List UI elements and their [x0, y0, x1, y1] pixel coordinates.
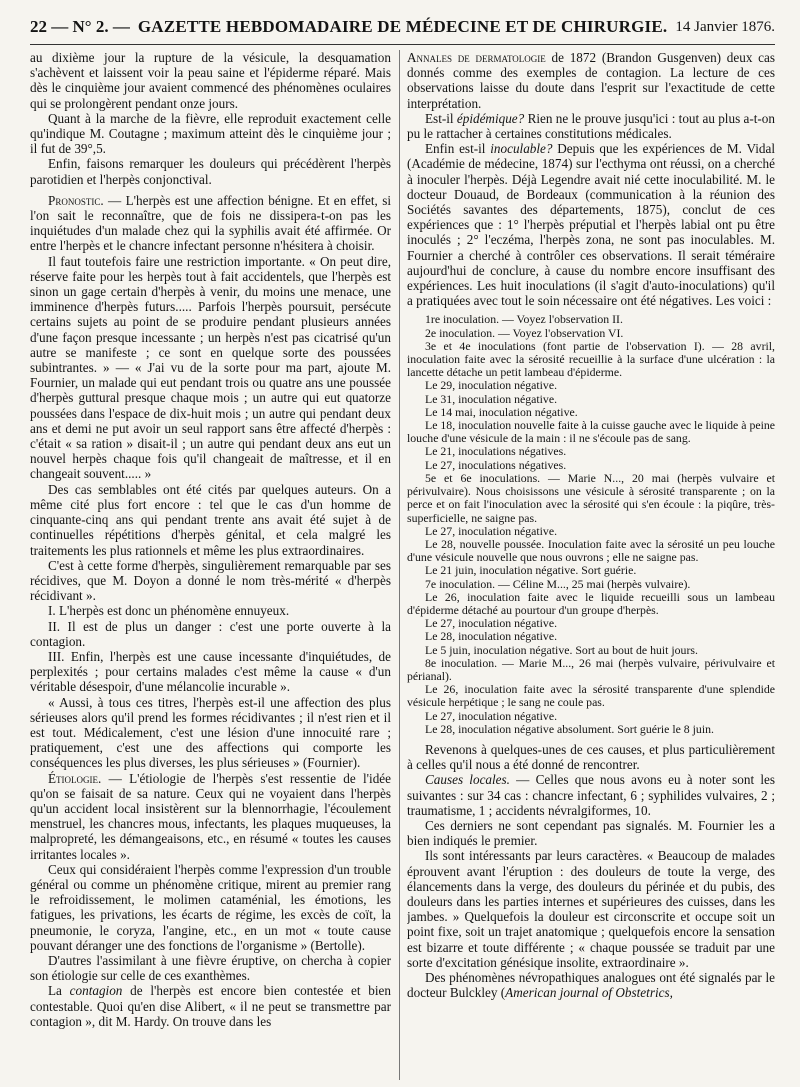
paragraph-text: — L'herpès est une affection bénigne. Et en effet, si l'on sait le reconnaître, que de fois ne dissipera-t-on pas les inquiétudes d'un malade chez qui la syphilis avait été affirmée. Or entre l'herpès et le chancre infectant personne n'hésitera à choisir.	[30, 192, 391, 254]
list-item: Le 27, inoculation négative.	[425, 523, 558, 538]
column-rule	[399, 50, 400, 1080]
paragraph-text: — L'étiologie de l'herpès s'est ressentie de l'idée qu'on se faisait de sa nature. Ceux qui ne voyaient dans l'herpès qu'un accident local insistèrent sur la blennorrhagie, l'écoulement menstruel, les chancres mous, infectants, les plaques muqueuses, la malpropreté, les démangeaisons, etc., en résumé « toutes les causes irritantes locales ».	[30, 770, 391, 862]
paragraph: Ces derniers ne sont cependant pas signalés. M. Fournier les a bien indiqués le premier.	[407, 817, 775, 849]
prognosis-paragraph	[30, 193, 391, 254]
page-number: 22	[30, 17, 47, 36]
list-item: Le 27, inoculation négative.	[425, 708, 558, 723]
list-item: Le 29, inoculation négative.	[425, 378, 558, 393]
paragraph: Enfin, faisons remarquer les douleurs qui précédèrent l'herpès parotidien et l'herpès conjonctival.	[30, 156, 391, 187]
list-item: Le 18, inoculation nouvelle faite à la cuisse gauche avec le liquide à peine louche d'une vésicule de la main : il ne s'écoule pas de sang.	[407, 418, 775, 446]
list-item: 8e inoculation. — Marie M..., 26 mai (herpès vulvaire, périvulvaire et périanal).	[407, 655, 775, 683]
list-item: Le 21, inoculations négatives.	[425, 444, 567, 459]
section-label: Pronostic.	[48, 192, 104, 208]
inoculation-list	[407, 313, 775, 736]
list-item: Le 27, inoculations négatives.	[425, 457, 567, 472]
paragraph	[407, 970, 775, 1000]
paragraph: Ceux qui considéraient l'herpès comme l'expression d'un trouble général ou comme un phénomène critique, mirent au premier rang le refroidissement, le molimen cataménial, les émotions, les fatigues, les privations, les écarts de régime, les excès de coït, la pneumonie, le coryza, l'angine, etc., en un mot « toute cause pouvant déranger une des fonctions de l'organisme » (Bertolle).	[30, 861, 391, 953]
list-item: 3e et 4e inoculations (font partie de l'observation I). — 28 avril, inoculation faite avec la sérosité recueillie à la surface d'une ulcération : la lancette détache un petit lambeau d'épiderme.	[407, 338, 775, 380]
journal-title: GAZETTE HEBDOMADAIRE DE MÉDECINE ET DE CHIRURGIE.	[137, 17, 668, 36]
paragraph: Quant à la marche de la fièvre, elle reproduit exactement celle qu'indique M. Coutagne ; maximum atteint dès le cinquième jour ; il fut de 39°,5.	[30, 110, 391, 157]
section-label: Étiologie.	[48, 770, 102, 786]
left-column	[30, 50, 391, 1080]
issue-date: 14 Janvier 1876.	[675, 18, 775, 35]
paragraph	[30, 983, 391, 1029]
list-item: 1re inoculation. — Voyez l'observation II.	[425, 312, 623, 327]
paragraph: III. Enfin, l'herpès est une cause incessante d'inquiétudes, de perplexités ; pour certains malades c'est même la cause « d'un véritable désespoir, d'une mélancolie incurable ».	[30, 648, 391, 695]
list-item: 5e et 6e inoculations. — Marie N..., 20 mai (herpès vulvaire et périvulvaire). Nous choisissons une vésicule à sérosité transparente ; on la perce et on fait l'inoculation avec la sérosité qui s'en écoule : la piqûre, très-superficielle, ne saigne pas.	[407, 470, 775, 525]
page-number-and-issue	[30, 17, 130, 37]
page-header	[30, 10, 775, 44]
paragraph: « Aussi, à tous ces titres, l'herpès est-il une affection des plus sérieuses alors qu'il prend les formes récidivantes ; il n'est rien et il est tout. Médicalement, c'est une lésion d'une innocuité rare ; pratiquement, c'est une des affections qui comporte les conséquences les plus diverses, les plus sérieuses » (Fournier).	[30, 694, 391, 771]
list-item: Le 27, inoculation négative.	[425, 616, 558, 631]
paragraph-text: Est-il	[425, 110, 457, 126]
list-item: Le 31, inoculation négative.	[425, 391, 558, 406]
paragraph	[407, 772, 775, 818]
paragraph-text: de l'herpès est encore bien contestée et bien contestable. Quoi qu'en dise Alibert, « il ne peut se transmettre par contagion », dit M. Hardy. On trouve dans les	[30, 983, 391, 1029]
list-item: Le 5 juin, inoculation négative. Sort au bout de huit jours.	[425, 642, 698, 657]
paragraph	[407, 50, 775, 111]
paragraph: D'autres l'assimilant à une fièvre éruptive, on chercha à copier son étiologie sur celle de ces exanthèmes.	[30, 952, 391, 984]
paragraph: Ils sont intéressants par leurs caractères. « Beaucoup de malades éprouvent avant l'éruption : des douleurs de toute la verge, des élancements dans la verge, des douleurs du périnée et du pubis, des douleurs dans les parties internes et supérieures des cuisses, dans les jambes. » Quelquefois la douleur est circonscrite et occupe soit un point fixe, soit un trajet anatomique ; quelquefois encore la sensation est bizarre et toute différente ; « chaque poussée se traduit par une sorte d'excitation génésique insolite, extraordinaire ».	[407, 848, 775, 970]
header-rule	[30, 44, 775, 45]
emphasis: contagion	[69, 983, 123, 999]
paragraph-text: — Celles que nous avons eu à noter sont les suivantes : sur 34 cas : chancre infectant, 6 ; syphilides vulvaires, 2 ; traumatisme, 1 ; accidents névralgiformes, 10.	[407, 772, 775, 818]
paragraph-text: Depuis que les expériences de M. Vidal (Académie de médecine, 1874) sur l'ecthyma ont réussi, on a cherché à inoculer l'herpès. Déjà Legendre avait nié cette inoculabilité. M. le docteur Douaud, de Bordeaux (communication à la réunion des Sociétés savantes des départements, 1875), conclut de ces expériences que : 1° l'herpès préputial et l'herpès labial ont pu être inoculés ; 2° l'eczéma, l'herpès zona, ne sont pas inoculables. M. Fournier a cherché à contrôler ces observations. Il serait téméraire aujourd'hui de conclure, à cause du nombre encore insuffisant des expériences. Les huit inoculations (il s'agit d'auto-inoculations) qu'il a pratiquées avec tout le soin nécessaire ont été négatives. Les voici :	[407, 141, 775, 309]
list-item: Le 28, inoculation négative.	[425, 629, 558, 644]
paragraph-text: Des phénomènes névropathiques analogues ont été signalés par le docteur Bulckley (	[407, 970, 775, 1001]
paragraph: Des cas semblables ont été cités par quelques auteurs. On a même cité plus fort encore : tel que le cas d'un homme de cinquante-cinq ans qui pendant trente ans avait été sujet à de continuelles répétitions d'herpès génital, et cela malgré les traitements les plus rationnels et même les plus extraordinaires.	[30, 481, 391, 558]
paragraph: C'est à cette forme d'herpès, singulièrement remarquable par ses récidives, que M. Doyon a donné le nom très-mérité « d'herpès récidivant ».	[30, 557, 391, 604]
list-item: 2e inoculation. — Voyez l'observation VI.	[425, 325, 624, 340]
paragraph	[407, 111, 775, 141]
emphasis: Causes locales.	[425, 772, 510, 788]
list-item: Le 28, inoculation négative absolument. Sort guérie le 8 juin.	[425, 721, 714, 736]
paragraph: Revenons à quelques-unes de ces causes, et plus particulièrement à celles qu'il nous a été donné de rencontrer.	[407, 741, 775, 773]
paragraph-text: Enfin est-il	[425, 141, 491, 157]
journal-reference: Annales de dermatologie	[407, 50, 546, 65]
paragraph: I. L'herpès est donc un phénomène ennuyeux.	[48, 603, 290, 619]
list-item: Le 21 juin, inoculation négative. Sort guérie.	[425, 563, 637, 578]
paragraph: II. Il est de plus un danger : c'est une porte ouverte à la contagion.	[30, 618, 391, 649]
emphasis: inoculable?	[490, 141, 553, 157]
paragraph	[407, 141, 775, 308]
paragraph: au dixième jour la rupture de la vésicule, la desquamation s'achèvent et laissent voir la peau saine et l'épiderme réparé. Mais dès le cinquième jour avaient commencé des phénomènes oculaires qui se prolongèrent pendant onze jours.	[30, 50, 391, 111]
list-item: Le 14 mai, inoculation négative.	[425, 404, 578, 419]
list-item: Le 28, nouvelle poussée. Inoculation faite avec la sérosité un peu louche d'une vésicule nouvelle que nous ouvrons ; elle ne saigne pas.	[407, 536, 775, 565]
list-item: Le 26, inoculation faite avec le liquide recueilli sous un lambeau d'épiderme détaché au pourtour d'un groupe d'herpès.	[407, 589, 775, 617]
issue-number: — N° 2. —	[51, 17, 130, 36]
paragraph-text: de 1872 (Brandon Gusgenven) deux cas donnés comme des exemples de contagion. La lecture de ces observations laisse du doute dans l'esprit sur l'exactitude de cette interprétation.	[407, 50, 775, 111]
list-item: Le 26, inoculation faite avec la sérosité transparente d'une splendide vésicule herpétique ; le sang ne coule pas.	[407, 682, 775, 710]
paragraph-text: La	[48, 983, 70, 999]
paragraph-text: Rien ne le prouve jusqu'ici : tout au plus a-t-on pu le rattacher à certaines constitutions médicales.	[407, 110, 775, 142]
etiology-paragraph	[30, 771, 391, 862]
right-column	[407, 50, 775, 1080]
emphasis: American journal of Obstetrics,	[505, 985, 673, 1001]
paragraph: Il faut toutefois faire une restriction importante. « On peut dire, réserve faite pour les herpès tout à fait accidentels, que l'herpès est sinon un gage certain d'herpès à venir, du moins une menace, une imminence d'herpès futurs..... Parfois l'herpès poursuit, persécute certains sujets au point de se produire pendant plusieurs années d'une façon presque incessante ; un herpès n'est pas cicatrisé qu'un autre se manifeste ; ce sont en quelque sorte des poussées subintrantes. » — « J'ai vu de la sorte pour ma part, ajoute M. Fournier, un malade qui eut pendant trois ou quatre ans une poussée d'herpès guttural presque chaque mois ; un autre qui eut quatorze poussées dans l'espace de dix-huit mois ; un autre qui pendant deux ans et demi ne put avoir un seul rapport sans être affecté d'herpès : c'était « sa ration » disait-il ; un autre qui pendant deux ans eut un nouvel herpès chaque fois qu'il changeait de maîtresse, et il en changeait souvent..... »	[30, 253, 391, 482]
list-item: 7e inoculation. — Céline M..., 25 mai (herpès vulvaire).	[425, 576, 691, 591]
emphasis: épidémique?	[456, 110, 525, 126]
